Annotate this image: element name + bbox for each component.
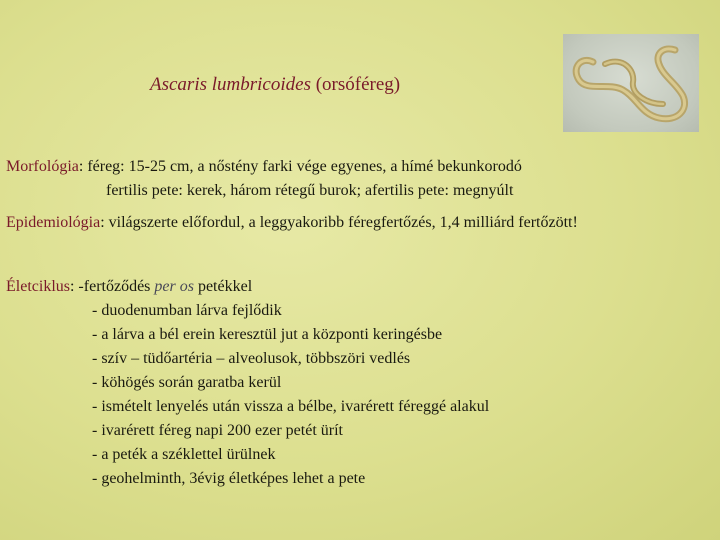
epidemiology-section: [6, 211, 706, 235]
slide-title: [150, 74, 400, 96]
morphology-section: [6, 155, 706, 203]
lifecycle-step: - duodenumban lárva fejlődik: [92, 302, 282, 319]
morphology-label: Morfológia: [6, 158, 79, 175]
lifecycle-section: [6, 275, 706, 491]
lifecycle-step: - geohelminth, 3évig életképes lehet a pete: [92, 470, 366, 487]
roundworm-photo: [563, 34, 699, 132]
lifecycle-step: - a peték a széklettel ürülnek: [92, 446, 276, 463]
lifecycle-first-pre: : -fertőződés: [69, 278, 155, 295]
lifecycle-steps: [6, 299, 706, 491]
epidemiology-text: : világszerte előfordul, a leggyakoribb féregfertőzés, 1,4 milliárd fertőzött!: [100, 214, 578, 231]
lifecycle-per-os: per os: [154, 278, 194, 295]
lifecycle-step: - ivarérett féreg napi 200 ezer petét ürít: [92, 422, 343, 439]
title-latin: Ascaris lumbricoides: [150, 74, 311, 95]
lifecycle-step: - szív – tüdőartéria – alveolusok, többszöri vedlés: [92, 350, 411, 367]
lifecycle-step: - ismételt lenyelés után vissza a bélbe, ivarérett féreggé alakul: [92, 398, 490, 415]
morphology-line-2: fertilis pete: kerek, három rétegű burok; afertilis pete: megnyúlt: [106, 182, 514, 199]
roundworm-illustration: [563, 34, 699, 132]
morphology-line-1: : féreg: 15-25 cm, a nőstény farki vége egyenes, a hímé bekunkorodó: [78, 158, 522, 175]
lifecycle-first-post: petékkel: [193, 278, 253, 295]
lifecycle-step: - köhögés során garatba kerül: [92, 374, 282, 391]
epidemiology-label: Epidemiológia: [6, 214, 101, 231]
title-common: (orsóféreg): [315, 74, 401, 95]
lifecycle-label: Életciklus: [6, 278, 70, 295]
lifecycle-step: - a lárva a bél erein keresztül jut a központi keringésbe: [92, 326, 443, 343]
